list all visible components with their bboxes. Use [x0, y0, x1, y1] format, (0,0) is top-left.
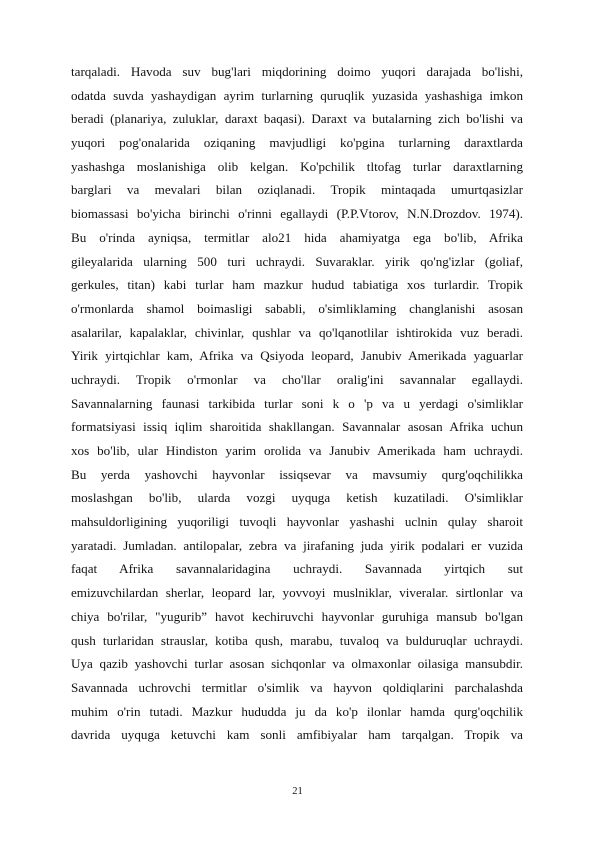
text-line: qush turlaridan strauslar, kotiba qush, marabu, tuvaloq va bulduruqlar uchraydi. — [71, 632, 523, 648]
text-line: Bu o'rinda ayniqsa, termitlar alo21 hida ahamiyatga ega bo'lib, Afrika — [71, 229, 523, 245]
text-line: davrida uyquga ketuvchi kam sonli amfibiyalar ham tarqalgan. Tropik va — [71, 727, 523, 743]
text-line: barglari va mevalari bilan oziqlanadi. Tropik mintaqada umurtqasizlar — [71, 182, 523, 198]
body-text — [71, 60, 523, 747]
page-number: 21 — [292, 786, 303, 797]
text-line: tarqaladi. Havoda suv bug'lari miqdorining doimo yuqori darajada bo'lishi, — [71, 64, 523, 79]
text-line: Savannalarning faunasi tarkibida turlar soni k o 'p va u yerdagi o'simliklar — [71, 395, 523, 411]
text-line: yuqori pog'onalarida oziqaning mavjudligi ko'pgina turlarning daraxtlarda — [71, 135, 523, 151]
text-line: chiya bo'rilar, "yugurib” havot kechiruvchi hayvonlar guruhiga mansub bo'lgan — [71, 608, 523, 624]
text-line: biomassasi bo'yicha birinchi o'rinni egallaydi (P.P.Vtorov, N.N.Drozdov. 1974). — [71, 206, 523, 222]
text-line: gileyalarida ularning 500 turi uchraydi. Suvaraklar. yirik qo'ng'izlar (goliaf, — [71, 253, 523, 269]
text-line: gerkules, titan) kabi turlar ham mazkur hudud tabiatiga xos turlardir. Tropik — [71, 277, 523, 293]
text-line: uchraydi. Tropik o'rmonlar va cho'llar oralig'ini savannalar egallaydi. — [71, 371, 523, 387]
text-line: Uya qazib yashovchi turlar asosan sichqonlar va olmaxonlar oilasiga mansubdir. — [71, 656, 523, 672]
text-line: asalarilar, kapalaklar, chivinlar, qushlar va qo'lqanotlilar ishtirokida vuz beradi. — [71, 324, 523, 340]
text-line: mahsuldorligining yuqoriligi tuvoqli hayvonlar yashashi uclnin qulay sharoit — [71, 514, 523, 530]
text-line: Savannada uchrovchi termitlar o'simlik va hayvon qoldiqlarini parchalashda — [71, 679, 523, 695]
text-line: muhim o'rin tutadi. Mazkur hududda ju da ko'p ilonlar hamda qurg'oqchilik — [71, 703, 523, 719]
text-line: yaratadi. Jumladan. antilopalar, zebra va jirafaning juda yirik podalari er vuzida — [71, 537, 523, 553]
text-line: moslashgan bo'lib, ularda vozgi uyquga ketish kuzatiladi. O'simliklar — [71, 490, 523, 506]
text-line: odatda suvda yashaydigan ayrim turlarning quruqlik yuzasida yashashiga imkon — [71, 87, 523, 103]
text-line: beradi (planariya, zuluklar, daraxt baqasi). Daraxt va butalarning zich bo'lishi va — [71, 111, 523, 127]
text-line: Bu yerda yashovchi hayvonlar issiqsevar va mavsumiy qurg'oqchilikka — [71, 466, 523, 482]
text-line: formatsiyasi issiq iqlim sharoitida shakllangan. Savannalar asosan Afrika uchun — [71, 419, 523, 435]
text-line: Yirik yirtqichlar kam, Afrika va Qsiyoda leopard, Janubiv Amerikada yaguarlar — [71, 348, 523, 364]
text-line: yashashga moslanishiga olib kelgan. Ko'pchilik tltofag turlar daraxtlarning — [71, 158, 523, 174]
text-line: faqat Afrika savannalaridagina uchraydi. Savannada yirtqich sut — [71, 561, 523, 577]
text-line: emizuvchilardan sherlar, leopard lar, yovvoyi muslniklar, viveralar. sirtlonlar va — [71, 585, 523, 601]
text-line: o'rmonlarda shamol boimasligi sababli, o'simliklaming changlanishi asosan — [71, 300, 523, 316]
text-line: xos bo'lib, ular Hindiston yarim orolida va Janubiv Amerikada ham uchraydi. — [71, 443, 523, 458]
